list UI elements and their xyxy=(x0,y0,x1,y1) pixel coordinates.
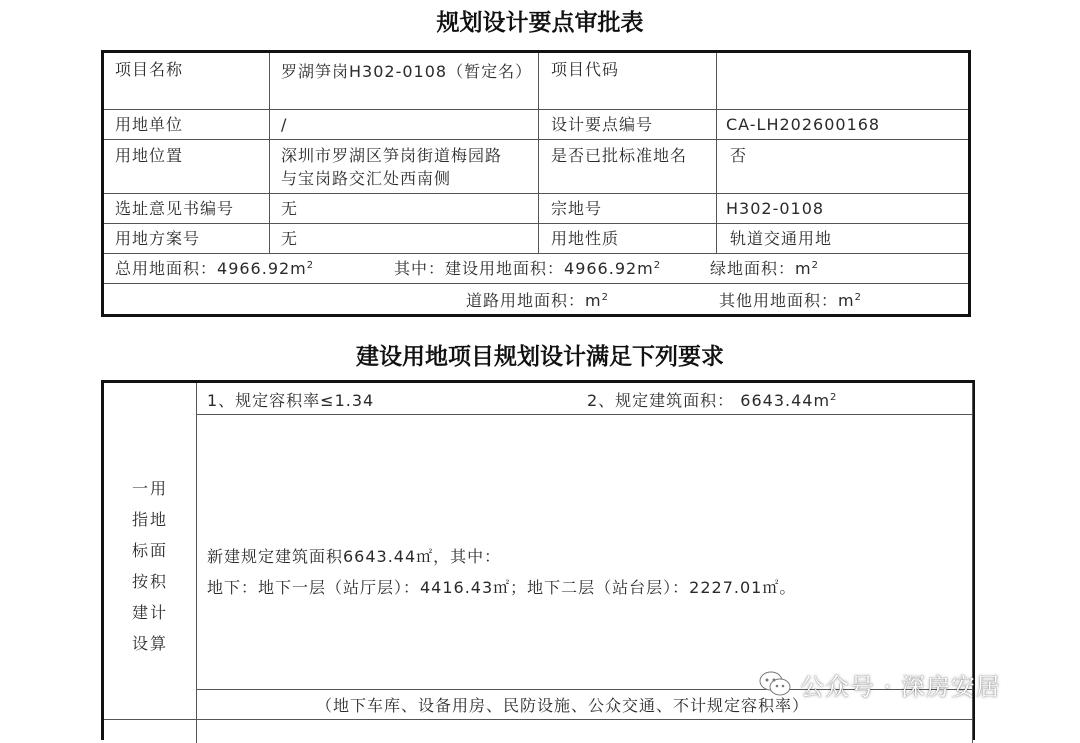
approval-table xyxy=(101,50,971,317)
row-divider xyxy=(104,223,968,224)
row-divider xyxy=(104,253,968,254)
vertical-char: 标 xyxy=(132,541,151,560)
construction-area xyxy=(394,258,661,280)
indicator-label-col-a xyxy=(132,473,150,659)
gfa-detail-line1: 新建规定建筑面积6643.44㎡，其中： xyxy=(207,547,502,566)
vertical-char: 地 xyxy=(150,510,169,529)
row-divider xyxy=(104,139,968,140)
vertical-char: 一 xyxy=(132,479,151,498)
gfa-label: 2、规定建筑面积： xyxy=(587,391,735,410)
project-name-value: 罗湖笋岗H302-0108（暂定名） xyxy=(281,62,533,81)
location-line2: 与宝岗路交汇处西南侧 xyxy=(281,169,452,188)
col-divider xyxy=(716,53,717,253)
road-area-unit: m xyxy=(585,291,602,310)
row-divider xyxy=(104,109,968,110)
land-user-label: 用地单位 xyxy=(115,115,184,134)
unit-superscript: 2 xyxy=(811,260,819,271)
row-divider xyxy=(104,283,968,284)
vertical-char: 按 xyxy=(132,572,151,591)
row-divider xyxy=(104,719,973,720)
unit-superscript: 2 xyxy=(830,392,838,403)
road-area-label: 道路用地面积： xyxy=(466,291,586,310)
land-plan-value: 无 xyxy=(281,229,299,248)
land-nature-label: 用地性质 xyxy=(551,229,620,248)
green-area-unit: m xyxy=(795,259,812,278)
total-area xyxy=(115,258,314,280)
unit-superscript: 2 xyxy=(601,292,609,303)
wechat-icon xyxy=(758,669,792,699)
approved-name-label: 是否已批标准地名 xyxy=(551,146,688,165)
design-no-value: CA-LH202600168 xyxy=(726,115,881,134)
site-opinion-value: 无 xyxy=(281,199,299,218)
other-area-unit: m xyxy=(838,291,855,310)
project-code-label: 项目代码 xyxy=(551,60,620,79)
indicator-label-col-b xyxy=(150,473,168,659)
vertical-char: 积 xyxy=(150,572,169,591)
col-divider xyxy=(538,53,539,253)
construction-area-value: 4966.92m xyxy=(564,259,654,278)
other-area xyxy=(719,290,862,312)
land-plan-label: 用地方案号 xyxy=(115,229,201,248)
vertical-char: 算 xyxy=(150,634,169,653)
vertical-char: 计 xyxy=(150,603,169,622)
location-label: 用地位置 xyxy=(115,146,184,165)
col-divider xyxy=(269,53,270,253)
unit-superscript: 2 xyxy=(306,260,315,271)
footer-note: （地下车库、设备用房、民防设施、公众交通、不计规定容积率） xyxy=(316,696,810,715)
gfa-requirement xyxy=(587,390,837,412)
parcel-no-label: 宗地号 xyxy=(551,199,603,218)
vertical-char: 设 xyxy=(132,634,151,653)
vertical-char: 用 xyxy=(150,479,169,498)
row-divider xyxy=(196,414,973,415)
vertical-char: 面 xyxy=(150,541,169,560)
total-area-value: 4966.92m xyxy=(217,259,307,278)
location-line1: 深圳市罗湖区笋岗街道梅园路 xyxy=(281,146,503,165)
row-divider xyxy=(104,193,968,194)
watermark-text: 公众号 · 深房安居 xyxy=(800,672,1001,701)
green-area-label: 绿地面积： xyxy=(710,259,796,278)
unit-superscript: 2 xyxy=(854,292,862,303)
watermark xyxy=(758,664,1058,704)
far-requirement: 1、规定容积率≤1.34 xyxy=(207,391,375,410)
gfa-detail-line2: 地下：地下一层（站厅层）：4416.43㎡；地下二层（站台层）：2227.01㎡。 xyxy=(207,578,797,597)
section-title: 建设用地项目规划设计满足下列要求 xyxy=(356,344,724,370)
site-opinion-label: 选址意见书编号 xyxy=(115,199,235,218)
approved-name-value: 否 xyxy=(730,146,748,165)
construction-area-label: 其中：建设用地面积： xyxy=(394,259,565,278)
road-area xyxy=(466,290,609,312)
land-user-value: / xyxy=(281,115,288,134)
gfa-value: 6643.44m xyxy=(740,391,831,410)
vertical-char: 建 xyxy=(132,603,151,622)
green-area xyxy=(710,258,819,280)
project-name-label: 项目名称 xyxy=(115,60,184,79)
vertical-char: 指 xyxy=(132,510,151,529)
design-no-label: 设计要点编号 xyxy=(551,115,654,134)
land-nature-value: 轨道交通用地 xyxy=(730,229,833,248)
unit-superscript: 2 xyxy=(653,260,662,271)
total-area-label: 总用地面积： xyxy=(115,259,218,278)
parcel-no-value: H302-0108 xyxy=(726,199,825,218)
other-area-label: 其他用地面积： xyxy=(719,291,839,310)
page-title: 规划设计要点审批表 xyxy=(436,10,644,36)
